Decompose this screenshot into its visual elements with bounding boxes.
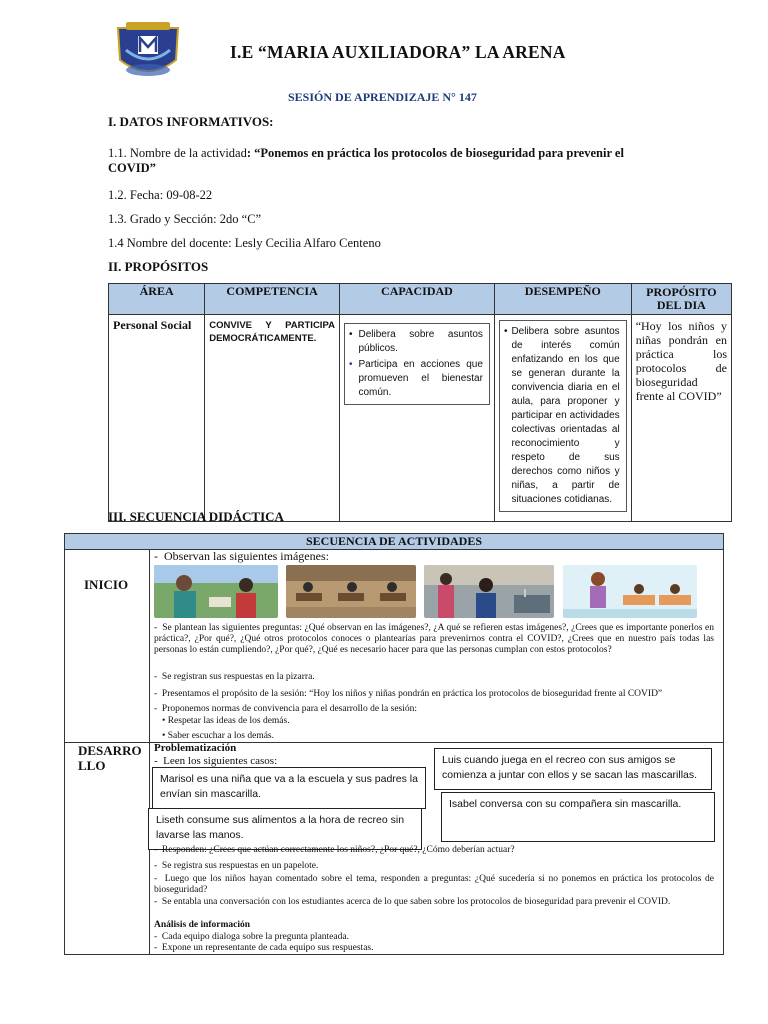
- inicio-label: INICIO: [84, 577, 129, 592]
- observe-label: Observan las siguientes imágenes:: [164, 549, 329, 563]
- activity-name: [108, 146, 668, 176]
- desarrollo-label-1: DESARRO: [78, 743, 142, 758]
- dialoga-item: - Cada equipo dialoga sobre la pregunta planteada.: [154, 932, 349, 942]
- papelote-text: Se registra sus respuestas en un papelote.: [161, 861, 319, 871]
- norma-1: [162, 716, 290, 727]
- conversacion-item: - Se entabla una conversación con los estudiantes acerca de lo que saben sobre los protocolos de bioseguridad para prevenir el COVID.: [154, 897, 671, 907]
- luego-text: Luego que los niños hayan comentado sobre el tema, responden a preguntas: ¿Qué sucedería si no ponemos en práctica los protocolos de bioseguridad?: [154, 874, 714, 895]
- desempeno-text: Delibera sobre asuntos de interés común enfatizando en los que se generan durante la convivencia diaria en el aula, para proponer y participar en actividades colectivas orientadas al reconocimiento y respeto de sus derechos como niños y niñas, a partir de situaciones cotidianas.: [511, 326, 620, 505]
- desempeno-item: [504, 325, 620, 507]
- problematizacion: Problematización: [154, 742, 237, 754]
- bullet-icon: •: [348, 329, 353, 340]
- leen-item: - Leen los siguientes casos:: [154, 755, 278, 767]
- desarrollo-label: [78, 743, 142, 773]
- propositos-heading: II. PROPÓSITOS: [108, 259, 209, 274]
- col-desempeno: DESEMPEÑO: [494, 284, 631, 315]
- preguntas-inicio: - Se plantean las siguientes preguntas: ¿Qué observan en las imágenes?, ¿A qué se refieren estas imágenes?, ¿Crees que es importante ponerlos en práctica?, ¿Por qué?, ¿Qué otros protocolos conoces o plantearías para prevenirnos contra el COVID?, ¿Crees que en nuestro país todas las personas lo están cumpliendo?, ¿Por qué?, ¿Qué es necesario hacer para que las personas cumplan con estos protocolos?: [154, 623, 714, 655]
- datos-heading: I. DATOS INFORMATIVOS:: [108, 114, 274, 129]
- case-luis: Luis cuando juega en el recreo con sus amigos se comienza a juntar con ellos y se sacan las mascarillas.: [434, 748, 712, 790]
- secuencia-heading: III. SECUENCIA DIDÁCTICA: [108, 509, 284, 524]
- photo-handwashing-outdoor: [154, 565, 278, 618]
- col-competencia: COMPETENCIA: [205, 284, 340, 315]
- photo-children-washing-hands: [424, 565, 554, 618]
- registran-item: - Se registran sus respuestas en la pizarra.: [154, 672, 315, 682]
- session-title: SESIÓN DE APRENDIZAJE N° 147: [288, 90, 477, 104]
- activity-title-cont: COVID”: [108, 161, 156, 175]
- presentamos-item: - Presentamos el propósito de la sesión: “Hoy los niños y niñas pondrán en práctica los protocolos de bioseguridad frente al COVID”: [154, 689, 663, 699]
- column-divider: [149, 550, 150, 954]
- activity-label: 1.1. Nombre de la actividad: [108, 146, 247, 160]
- capacidad-item: [349, 328, 483, 356]
- col-proposito: PROPÓSITO DEL DIA: [631, 284, 731, 315]
- case-liseth: Liseth consume sus alimentos a la hora de recreo sin lavarse las manos.: [148, 808, 422, 850]
- case-isabel: Isabel conversa con su compañera sin mascarilla.: [441, 792, 715, 842]
- expone-text: Expone un representante de cada equipo sus respuestas.: [161, 943, 374, 953]
- desempeno-cell: [494, 315, 631, 522]
- norma-2-text: Saber escuchar a los demás.: [167, 731, 275, 741]
- capacidad-item: [349, 358, 483, 400]
- normas-text: Proponemos normas de convivencia para el desarrollo de la sesión:: [161, 704, 418, 714]
- grado-seccion: 1.3. Grado y Sección: 2do “C”: [108, 212, 262, 226]
- col-capacidad: CAPACIDAD: [339, 284, 494, 315]
- desempeno-box: [499, 320, 627, 512]
- bullet-icon: •: [162, 716, 168, 726]
- conversacion-text: Se entabla una conversación con los estudiantes acerca de lo que saben sobre los protocolos de bioseguridad para prevenir el COVID.: [161, 897, 671, 907]
- col-area: ÁREA: [109, 284, 205, 315]
- photo-classroom: [286, 565, 416, 618]
- presentamos-text: Presentamos el propósito de la sesión: “Hoy los niños y niñas pondrán en práctica los protocolos de bioseguridad frente al COVID”: [161, 689, 663, 699]
- papelote-item: - Se registra sus respuestas en un papelote.: [154, 861, 319, 871]
- bullet-icon: •: [503, 326, 508, 337]
- norma-2: [162, 731, 274, 742]
- competencia-cell: CONVIVE Y PARTICIPA DEMOCRÁTICAMENTE.: [205, 315, 340, 522]
- norma-1-text: Respetar las ideas de los demás.: [167, 716, 290, 726]
- photo-illustrated-classroom: [563, 565, 697, 618]
- normas-item: - Proponemos normas de convivencia para el desarrollo de la sesión:: [154, 704, 418, 714]
- activity-title: : “Ponemos en práctica los protocolos de bioseguridad para prevenir el: [246, 146, 624, 160]
- fecha: 1.2. Fecha: 09-08-22: [108, 188, 213, 202]
- bullet-icon: •: [348, 359, 353, 370]
- desarrollo-label-2: LLO: [78, 758, 106, 773]
- capacidad-cell: [339, 315, 494, 522]
- docente: 1.4 Nombre del docente: Lesly Cecilia Alfaro Centeno: [108, 236, 381, 250]
- responden-item: - Responden: ¿Crees que actúan correctamente los niños?, ¿Por qué?, ¿Cómo deberían actuar?: [154, 845, 515, 855]
- preguntas-text: Se plantean las siguientes preguntas: ¿Qué observan en las imágenes?, ¿A qué se refieren estas imágenes?, ¿Crees que es importante ponerlos en práctica?, ¿Por qué?, ¿Qué otros protocolos conoces o plantearías para prevenirnos contra el COVID?, ¿Crees que en nuestro país todas las personas lo están cumpliendo?, ¿Por qué?, ¿Qué es necesario hacer para que las personas cumplan con estos protocolos?: [154, 623, 714, 655]
- dialoga-text: Cada equipo dialoga sobre la pregunta planteada.: [161, 932, 349, 942]
- observe-text: - Observan las siguientes imágenes:: [154, 549, 329, 563]
- analisis-heading: Análisis de información: [154, 920, 251, 930]
- responden-text: Responden: ¿Crees que actúan correctamente los niños?, ¿Por qué?, ¿Cómo deberían actuar?: [161, 845, 515, 855]
- propositos-table: [108, 283, 732, 522]
- registran-text: Se registran sus respuestas en la pizarra.: [161, 672, 315, 682]
- school-name: I.E “MARIA AUXILIADORA” LA ARENA: [230, 42, 566, 62]
- area-cell: Personal Social: [109, 315, 205, 522]
- expone-item: - Expone un representante de cada equipo sus respuestas.: [154, 943, 374, 953]
- school-crest-logo: [112, 20, 184, 82]
- capacidad-box: [344, 323, 490, 405]
- luego-item: - Luego que los niños hayan comentado sobre el tema, responden a preguntas: ¿Qué sucedería si no ponemos en práctica los protocolos de bioseguridad?: [154, 874, 714, 895]
- case-marisol: Marisol es una niña que va a la escuela y sus padres la envían sin mascarilla.: [152, 767, 426, 809]
- proposito-cell: “Hoy los niños y niñas pondrán en práctica los protocolos de bioseguridad frente al COVID”: [631, 315, 731, 522]
- bullet-icon: •: [162, 731, 168, 741]
- secuencia-title: SECUENCIA DE ACTIVIDADES: [65, 534, 723, 550]
- capacidad-1: Delibera sobre asuntos públicos.: [358, 329, 483, 354]
- leen-text: Leen los siguientes casos:: [163, 755, 278, 767]
- capacidad-2: Participa en acciones que promueven el bienestar común.: [358, 359, 483, 398]
